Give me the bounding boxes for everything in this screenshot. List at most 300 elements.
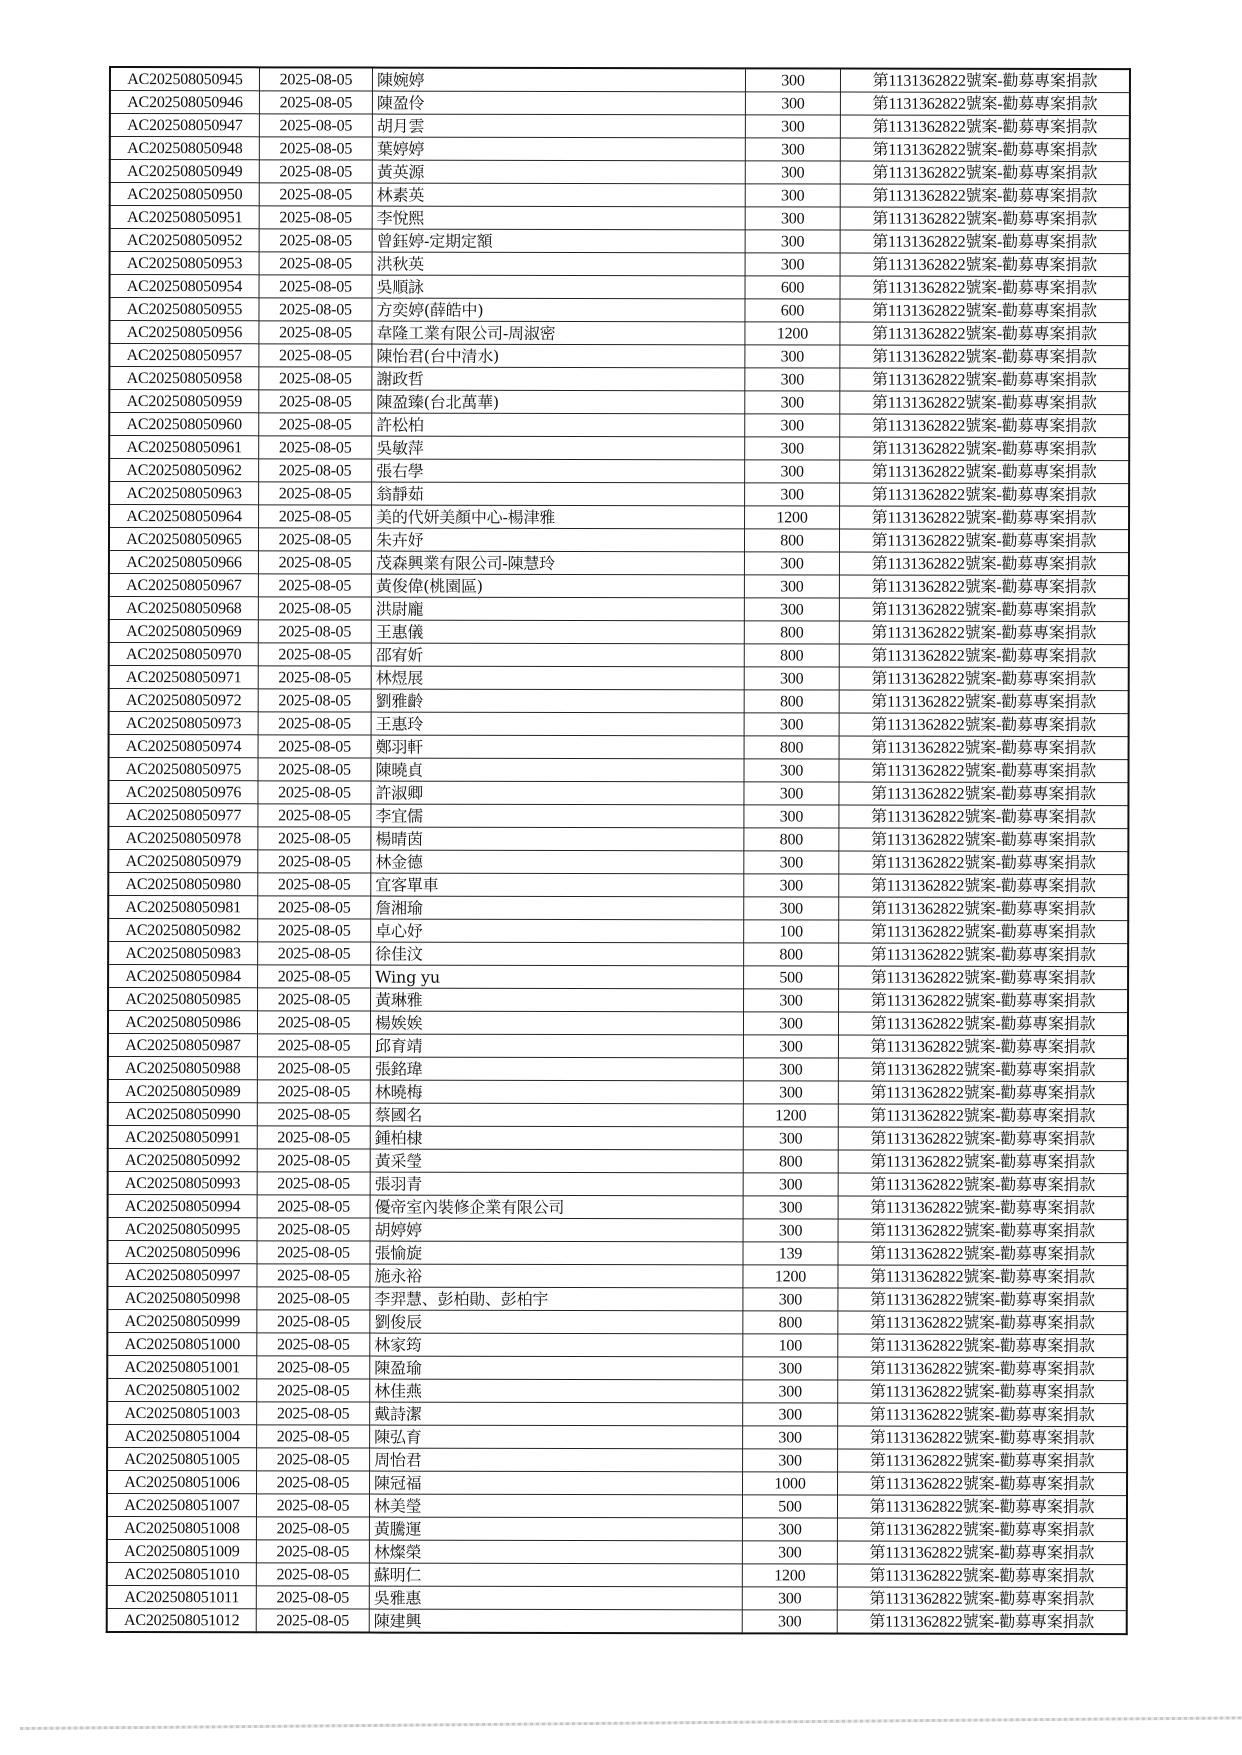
table-row <box>109 689 1129 714</box>
donor-name-cell: 優帝室內裝修企業有限公司 <box>370 1195 743 1219</box>
table-row <box>109 597 1129 622</box>
table-row <box>107 1378 1127 1403</box>
description-cell: 第1131362822號案-勸募專案捐款 <box>838 1012 1128 1036</box>
donor-name-cell: 徐佳汶 <box>371 942 744 966</box>
receipt-id-cell: AC202508050945 <box>110 67 260 91</box>
table-row <box>108 965 1128 990</box>
amount-cell: 300 <box>744 782 839 805</box>
amount-cell: 800 <box>744 828 839 851</box>
donor-name-cell: 李宜儒 <box>371 804 744 828</box>
receipt-id-cell: AC202508050966 <box>109 551 259 574</box>
date-cell: 2025-08-05 <box>258 850 371 873</box>
donor-name-cell: 吳敏萍 <box>372 436 745 460</box>
table-row <box>108 919 1128 944</box>
receipt-id-cell: AC202508050997 <box>107 1263 257 1286</box>
description-cell: 第1131362822號案-勸募專案捐款 <box>839 966 1129 990</box>
date-cell: 2025-08-05 <box>257 1149 370 1172</box>
date-cell: 2025-08-05 <box>259 459 372 482</box>
receipt-id-cell: AC202508050953 <box>110 252 260 275</box>
donor-name-cell: 林煜展 <box>371 666 744 690</box>
table-row <box>110 206 1130 231</box>
date-cell: 2025-08-05 <box>259 91 372 114</box>
table-row <box>109 482 1129 507</box>
amount-cell: 800 <box>743 1311 838 1334</box>
amount-cell: 800 <box>743 1150 838 1173</box>
amount-cell: 300 <box>745 68 840 92</box>
donor-name-cell: 周怡君 <box>370 1448 743 1472</box>
table-row <box>110 91 1130 116</box>
date-cell: 2025-08-05 <box>258 551 371 574</box>
description-cell: 第1131362822號案-勸募專案捐款 <box>838 1173 1128 1197</box>
description-cell: 第1131362822號案-勸募專案捐款 <box>839 529 1129 553</box>
description-cell: 第1131362822號案-勸募專案捐款 <box>840 276 1130 300</box>
donor-name-cell: 陳冠福 <box>370 1471 743 1495</box>
description-cell: 第1131362822號案-勸募專案捐款 <box>838 1219 1128 1243</box>
receipt-id-cell: AC202508050963 <box>109 482 259 505</box>
description-cell: 第1131362822號案-勸募專案捐款 <box>837 1610 1127 1634</box>
donor-name-cell: 陳怡君(台中清水) <box>372 344 745 368</box>
date-cell: 2025-08-05 <box>257 1379 370 1402</box>
table-row <box>109 574 1129 599</box>
date-cell: 2025-08-05 <box>258 620 371 643</box>
donor-name-cell: 劉俊辰 <box>370 1310 743 1334</box>
date-cell: 2025-08-05 <box>257 1080 370 1103</box>
receipt-id-cell: AC202508050970 <box>109 643 259 666</box>
table-row <box>108 1102 1128 1127</box>
table-row <box>110 67 1130 93</box>
description-cell: 第1131362822號案-勸募專案捐款 <box>840 391 1130 415</box>
amount-cell: 800 <box>744 943 839 966</box>
description-cell: 第1131362822號案-勸募專案捐款 <box>837 1587 1127 1611</box>
table-row <box>107 1470 1127 1495</box>
amount-cell: 300 <box>743 1081 838 1104</box>
table-row <box>108 896 1128 921</box>
donor-name-cell: 王惠儀 <box>371 620 744 644</box>
table-row <box>108 1171 1128 1196</box>
donor-name-cell: 黃俊偉(桃園區) <box>371 574 744 598</box>
table-row <box>108 1217 1128 1242</box>
description-cell: 第1131362822號案-勸募專案捐款 <box>840 437 1130 461</box>
description-cell: 第1131362822號案-勸募專案捐款 <box>838 1357 1128 1381</box>
receipt-id-cell: AC202508050979 <box>108 850 258 873</box>
amount-cell: 800 <box>744 644 839 667</box>
table-row <box>109 758 1129 783</box>
amount-cell: 300 <box>744 598 839 621</box>
table-row <box>108 1056 1128 1081</box>
date-cell: 2025-08-05 <box>259 367 372 390</box>
donor-name-cell: 張銘瑋 <box>370 1057 743 1081</box>
receipt-id-cell: AC202508050947 <box>110 114 260 137</box>
table-row <box>107 1332 1127 1357</box>
date-cell: 2025-08-05 <box>257 1425 370 1448</box>
donor-name-cell: 王惠玲 <box>371 712 744 736</box>
amount-cell: 300 <box>745 115 840 138</box>
donor-name-cell: 林家筠 <box>370 1333 743 1357</box>
date-cell: 2025-08-05 <box>257 1333 370 1356</box>
description-cell: 第1131362822號案-勸募專案捐款 <box>840 368 1130 392</box>
donor-name-cell: 胡婷婷 <box>370 1218 743 1242</box>
amount-cell: 800 <box>744 529 839 552</box>
donor-name-cell: 李羿慧、彭柏勛、彭柏宇 <box>370 1287 743 1311</box>
receipt-id-cell: AC202508050954 <box>110 275 260 298</box>
description-cell: 第1131362822號案-勸募專案捐款 <box>838 1288 1128 1312</box>
table-row <box>109 390 1129 415</box>
date-cell: 2025-08-05 <box>258 574 371 597</box>
description-cell: 第1131362822號案-勸募專案捐款 <box>840 345 1130 369</box>
amount-cell: 300 <box>745 391 840 414</box>
receipt-id-cell: AC202508051000 <box>107 1332 257 1355</box>
receipt-id-cell: AC202508050995 <box>108 1217 258 1240</box>
amount-cell: 300 <box>745 345 840 368</box>
receipt-id-cell: AC202508050990 <box>108 1102 258 1125</box>
description-cell: 第1131362822號案-勸募專案捐款 <box>839 598 1129 622</box>
date-cell: 2025-08-05 <box>257 1195 370 1218</box>
table-row <box>108 827 1128 852</box>
description-cell: 第1131362822號案-勸募專案捐款 <box>840 460 1130 484</box>
receipt-id-cell: AC202508050972 <box>109 689 259 712</box>
donor-name-cell: 葉婷婷 <box>372 137 745 161</box>
date-cell: 2025-08-05 <box>259 298 372 321</box>
donor-name-cell: 林素英 <box>372 183 745 207</box>
donor-name-cell: 陳盈伶 <box>372 91 745 115</box>
amount-cell: 300 <box>744 851 839 874</box>
table-row <box>109 528 1129 553</box>
table-row <box>107 1585 1127 1610</box>
receipt-id-cell: AC202508050962 <box>109 459 259 482</box>
date-cell: 2025-08-05 <box>258 804 371 827</box>
description-cell: 第1131362822號案-勸募專案捐款 <box>838 1196 1128 1220</box>
date-cell: 2025-08-05 <box>257 1356 370 1379</box>
donor-name-cell: 張羽青 <box>370 1172 743 1196</box>
amount-cell: 300 <box>745 460 840 483</box>
description-cell: 第1131362822號案-勸募專案捐款 <box>838 1334 1128 1358</box>
donor-name-cell: 洪秋英 <box>372 252 745 276</box>
description-cell: 第1131362822號案-勸募專案捐款 <box>838 1265 1128 1289</box>
receipt-id-cell: AC202508051001 <box>107 1355 257 1378</box>
receipt-id-cell: AC202508050989 <box>108 1079 258 1102</box>
date-cell: 2025-08-05 <box>259 413 372 436</box>
donor-name-cell: 洪尉龐 <box>371 597 744 621</box>
amount-cell: 300 <box>743 1357 838 1380</box>
donor-name-cell: 林佳燕 <box>370 1379 743 1403</box>
description-cell: 第1131362822號案-勸募專案捐款 <box>839 621 1129 645</box>
date-cell: 2025-08-05 <box>256 1609 369 1633</box>
receipt-id-cell: AC202508051009 <box>107 1539 257 1562</box>
receipt-id-cell: AC202508050987 <box>108 1034 258 1057</box>
description-cell: 第1131362822號案-勸募專案捐款 <box>840 184 1130 208</box>
description-cell: 第1131362822號案-勸募專案捐款 <box>839 575 1129 599</box>
description-cell: 第1131362822號案-勸募專案捐款 <box>840 506 1130 530</box>
amount-cell: 300 <box>745 483 840 506</box>
amount-cell: 300 <box>744 667 839 690</box>
donor-name-cell: 黃琳雅 <box>371 988 744 1012</box>
amount-cell: 300 <box>743 1380 838 1403</box>
description-cell: 第1131362822號案-勸募專案捐款 <box>837 1564 1127 1588</box>
table-row <box>109 620 1129 645</box>
description-cell: 第1131362822號案-勸募專案捐款 <box>840 230 1130 254</box>
donor-name-cell: 陳婉婷 <box>372 68 745 92</box>
description-cell: 第1131362822號案-勸募專案捐款 <box>839 897 1129 921</box>
receipt-id-cell: AC202508050974 <box>109 735 259 758</box>
receipt-id-cell: AC202508050964 <box>109 505 259 528</box>
table-row <box>109 643 1129 668</box>
amount-cell: 300 <box>745 437 840 460</box>
amount-cell: 300 <box>743 1173 838 1196</box>
date-cell: 2025-08-05 <box>258 896 371 919</box>
date-cell: 2025-08-05 <box>256 1563 369 1586</box>
amount-cell: 300 <box>745 253 840 276</box>
amount-cell: 300 <box>743 1012 838 1035</box>
amount-cell: 600 <box>745 276 840 299</box>
description-cell: 第1131362822號案-勸募專案捐款 <box>840 253 1130 277</box>
receipt-id-cell: AC202508050998 <box>107 1286 257 1309</box>
description-cell: 第1131362822號案-勸募專案捐款 <box>839 644 1129 668</box>
donor-name-cell: 吳雅惠 <box>369 1586 742 1610</box>
receipt-id-cell: AC202508050956 <box>109 321 259 344</box>
description-cell: 第1131362822號案-勸募專案捐款 <box>837 1541 1127 1565</box>
date-cell: 2025-08-05 <box>259 160 372 183</box>
amount-cell: 300 <box>744 552 839 575</box>
description-cell: 第1131362822號案-勸募專案捐款 <box>840 322 1130 346</box>
description-cell: 第1131362822號案-勸募專案捐款 <box>838 1403 1128 1427</box>
description-cell: 第1131362822號案-勸募專案捐款 <box>838 1426 1128 1450</box>
donor-name-cell: 陳盈臻(台北萬華) <box>372 390 745 414</box>
date-cell: 2025-08-05 <box>258 758 371 781</box>
receipt-id-cell: AC202508050999 <box>107 1309 257 1332</box>
table-row <box>107 1516 1127 1541</box>
receipt-id-cell: AC202508051012 <box>107 1608 257 1632</box>
table-row <box>109 298 1129 323</box>
receipt-id-cell: AC202508050984 <box>108 965 258 988</box>
donor-name-cell: 陳建興 <box>369 1609 742 1633</box>
donor-name-cell: 陳弘育 <box>370 1425 743 1449</box>
table-row <box>109 321 1129 346</box>
description-cell: 第1131362822號案-勸募專案捐款 <box>840 138 1130 162</box>
receipt-id-cell: AC202508050969 <box>109 620 259 643</box>
description-cell: 第1131362822號案-勸募專案捐款 <box>839 667 1129 691</box>
amount-cell: 300 <box>743 1196 838 1219</box>
date-cell: 2025-08-05 <box>259 183 372 206</box>
description-cell: 第1131362822號案-勸募專案捐款 <box>839 920 1129 944</box>
donor-name-cell: 鍾柏棣 <box>370 1126 743 1150</box>
amount-cell: 300 <box>743 1219 838 1242</box>
date-cell: 2025-08-05 <box>259 252 372 275</box>
table-row <box>107 1263 1127 1288</box>
receipt-id-cell: AC202508051003 <box>107 1401 257 1424</box>
donor-name-cell: 胡月雲 <box>372 114 745 138</box>
receipt-id-cell: AC202508050959 <box>109 390 259 413</box>
description-cell: 第1131362822號案-勸募專案捐款 <box>838 1127 1128 1151</box>
table-row <box>108 1079 1128 1104</box>
date-cell: 2025-08-05 <box>257 1471 370 1494</box>
date-cell: 2025-08-05 <box>258 965 371 988</box>
amount-cell: 500 <box>744 966 839 989</box>
table-row <box>108 781 1128 806</box>
description-cell: 第1131362822號案-勸募專案捐款 <box>839 874 1129 898</box>
description-cell: 第1131362822號案-勸募專案捐款 <box>839 759 1129 783</box>
table-row <box>107 1355 1127 1380</box>
date-cell: 2025-08-05 <box>259 505 372 528</box>
amount-cell: 300 <box>744 805 839 828</box>
receipt-id-cell: AC202508051006 <box>107 1470 257 1493</box>
receipt-id-cell: AC202508051002 <box>107 1378 257 1401</box>
receipt-id-cell: AC202508050986 <box>108 1011 258 1034</box>
date-cell: 2025-08-05 <box>258 689 371 712</box>
receipt-id-cell: AC202508050981 <box>108 896 258 919</box>
amount-cell: 100 <box>744 920 839 943</box>
receipt-id-cell: AC202508050961 <box>109 436 259 459</box>
description-cell: 第1131362822號案-勸募專案捐款 <box>839 736 1129 760</box>
receipt-id-cell: AC202508050992 <box>108 1148 258 1171</box>
description-cell: 第1131362822號案-勸募專案捐款 <box>839 943 1129 967</box>
amount-cell: 300 <box>743 1127 838 1150</box>
receipt-id-cell: AC202508050946 <box>110 91 260 114</box>
date-cell: 2025-08-05 <box>256 1540 369 1563</box>
date-cell: 2025-08-05 <box>257 1310 370 1333</box>
amount-cell: 139 <box>743 1242 838 1265</box>
table-row <box>108 988 1128 1013</box>
date-cell: 2025-08-05 <box>259 137 372 160</box>
date-cell: 2025-08-05 <box>259 344 372 367</box>
donor-name-cell: 施永裕 <box>370 1264 743 1288</box>
donor-name-cell: 方奕婷(薛皓中) <box>372 298 745 322</box>
date-cell: 2025-08-05 <box>258 942 371 965</box>
description-cell: 第1131362822號案-勸募專案捐款 <box>840 69 1130 93</box>
amount-cell: 300 <box>745 207 840 230</box>
date-cell: 2025-08-05 <box>258 988 371 1011</box>
receipt-id-cell: AC202508051004 <box>107 1424 257 1447</box>
donation-table-body <box>107 67 1130 1634</box>
amount-cell: 300 <box>744 897 839 920</box>
receipt-id-cell: AC202508050983 <box>108 942 258 965</box>
receipt-id-cell: AC202508051005 <box>107 1447 257 1470</box>
date-cell: 2025-08-05 <box>259 436 372 459</box>
table-row <box>107 1562 1127 1587</box>
receipt-id-cell: AC202508050960 <box>109 413 259 436</box>
table-row <box>108 1148 1128 1173</box>
table-row <box>110 252 1130 277</box>
donor-name-cell: 美的代妍美顏中心-楊津雅 <box>372 505 745 529</box>
scan-edge-artifact <box>20 1716 1242 1730</box>
date-cell: 2025-08-05 <box>258 873 371 896</box>
amount-cell: 300 <box>743 1403 838 1426</box>
amount-cell: 300 <box>743 1288 838 1311</box>
donor-name-cell: 劉雅齡 <box>371 689 744 713</box>
amount-cell: 300 <box>745 230 840 253</box>
receipt-id-cell: AC202508050971 <box>109 666 259 689</box>
table-row <box>109 666 1129 691</box>
table-row <box>109 367 1129 392</box>
donor-name-cell: 林燦榮 <box>369 1540 742 1564</box>
table-row <box>107 1608 1127 1634</box>
donor-name-cell: 黃英源 <box>372 160 745 184</box>
description-cell: 第1131362822號案-勸募專案捐款 <box>838 1472 1128 1496</box>
donor-name-cell: 黃采瑩 <box>370 1149 743 1173</box>
date-cell: 2025-08-05 <box>257 1402 370 1425</box>
donor-name-cell: 朱卉妤 <box>371 528 744 552</box>
amount-cell: 300 <box>742 1587 837 1610</box>
date-cell: 2025-08-05 <box>259 482 372 505</box>
description-cell: 第1131362822號案-勸募專案捐款 <box>838 1380 1128 1404</box>
description-cell: 第1131362822號案-勸募專案捐款 <box>839 713 1129 737</box>
date-cell: 2025-08-05 <box>257 1034 370 1057</box>
donor-name-cell: 茂森興業有限公司-陳慧玲 <box>371 551 744 575</box>
donor-name-cell: 宜客單車 <box>371 873 744 897</box>
donor-name-cell: 張愉旋 <box>370 1241 743 1265</box>
donor-name-cell: 翁靜茹 <box>372 482 745 506</box>
date-cell: 2025-08-05 <box>256 1517 369 1540</box>
amount-cell: 1200 <box>743 1104 838 1127</box>
receipt-id-cell: AC202508050985 <box>108 988 258 1011</box>
receipt-id-cell: AC202508050980 <box>108 873 258 896</box>
donor-name-cell: 鄭羽軒 <box>371 735 744 759</box>
description-cell: 第1131362822號案-勸募專案捐款 <box>838 1242 1128 1266</box>
table-row <box>110 114 1130 139</box>
amount-cell: 300 <box>744 575 839 598</box>
table-row <box>107 1493 1127 1518</box>
receipt-id-cell: AC202508050952 <box>110 229 260 252</box>
amount-cell: 300 <box>745 184 840 207</box>
table-row <box>109 436 1129 461</box>
receipt-id-cell: AC202508050975 <box>109 758 259 781</box>
donor-name-cell: 邱育靖 <box>370 1034 743 1058</box>
description-cell: 第1131362822號案-勸募專案捐款 <box>837 1495 1127 1519</box>
date-cell: 2025-08-05 <box>257 1103 370 1126</box>
receipt-id-cell: AC202508050958 <box>109 367 259 390</box>
table-row <box>109 459 1129 484</box>
date-cell: 2025-08-05 <box>257 1057 370 1080</box>
description-cell: 第1131362822號案-勸募專案捐款 <box>839 989 1129 1013</box>
table-row <box>108 1125 1128 1150</box>
table-row <box>108 1034 1128 1059</box>
table-row <box>107 1424 1127 1449</box>
description-cell: 第1131362822號案-勸募專案捐款 <box>838 1104 1128 1128</box>
description-cell: 第1131362822號案-勸募專案捐款 <box>840 161 1130 185</box>
table-row <box>108 1011 1128 1036</box>
table-row <box>107 1401 1127 1426</box>
receipt-id-cell: AC202508050967 <box>109 574 259 597</box>
receipt-id-cell: AC202508050982 <box>108 919 258 942</box>
table-row <box>108 850 1128 875</box>
table-row <box>110 275 1130 300</box>
donor-name-cell: 蔡國名 <box>370 1103 743 1127</box>
date-cell: 2025-08-05 <box>258 827 371 850</box>
donor-name-cell: 許松柏 <box>372 413 745 437</box>
donor-name-cell: 楊娭娭 <box>370 1011 743 1035</box>
donor-name-cell: 楊晴茵 <box>371 827 744 851</box>
receipt-id-cell: AC202508050993 <box>108 1171 258 1194</box>
amount-cell: 1200 <box>742 1564 837 1587</box>
amount-cell: 300 <box>743 1426 838 1449</box>
table-row <box>108 873 1128 898</box>
date-cell: 2025-08-05 <box>258 919 371 942</box>
date-cell: 2025-08-05 <box>258 712 371 735</box>
table-row <box>110 183 1130 208</box>
receipt-id-cell: AC202508051007 <box>107 1493 257 1516</box>
amount-cell: 300 <box>745 92 840 115</box>
donor-name-cell: 謝政哲 <box>372 367 745 391</box>
table-row <box>110 229 1130 254</box>
table-row <box>109 413 1129 438</box>
amount-cell: 600 <box>745 299 840 322</box>
donor-name-cell: 蘇明仁 <box>369 1563 742 1587</box>
donor-name-cell: 林曉梅 <box>370 1080 743 1104</box>
table-row <box>108 804 1128 829</box>
amount-cell: 300 <box>742 1541 837 1564</box>
date-cell: 2025-08-05 <box>258 781 371 804</box>
table-row <box>107 1286 1127 1311</box>
amount-cell: 1200 <box>745 322 840 345</box>
